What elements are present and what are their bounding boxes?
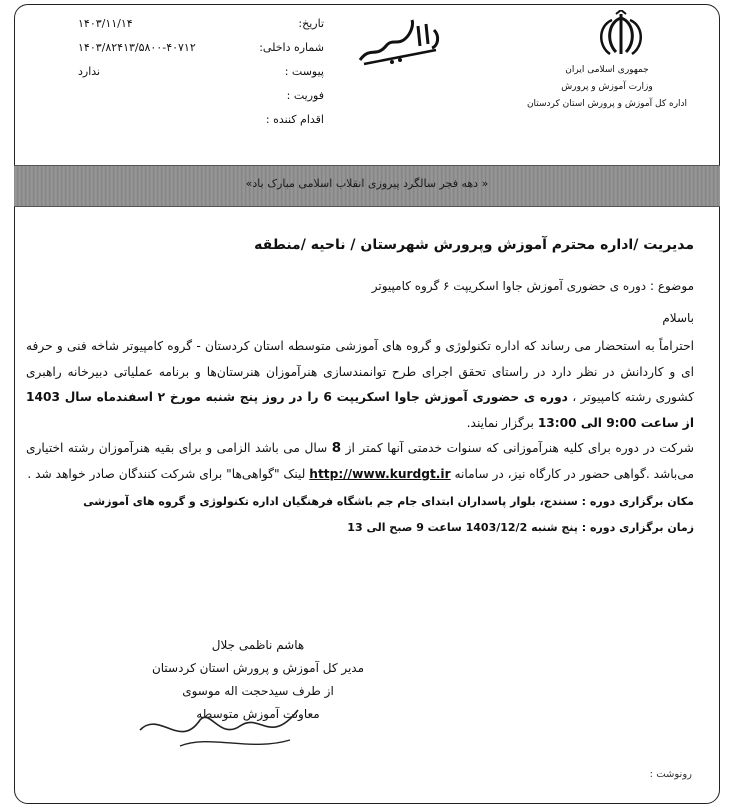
letterhead: [0, 0, 730, 160]
on-behalf: از طرف سیدحجت اله موسوی: [182, 684, 334, 698]
org-line: اداره کل آموزش و پرورش استان کردستان: [526, 99, 688, 109]
basmala-calligraphy: [340, 16, 450, 72]
iran-emblem-icon: [586, 10, 656, 60]
paragraph-2: [26, 436, 694, 487]
meta-label: اقدام کننده :: [265, 113, 324, 126]
p1-text: احتراماً به استحضار می رساند که اداره تکنولوژی و گروه های آموزشی متوسطه استان کردستان - گروه کامپیوتر شاخه فنی و حرفه ای و کاردانش در نظر دارد در راستای تحقق اجرای طرح توانمندسازی هنرآموزان هنرستان‌ها و برنامه عملیاتی دبیرخانه راهبری کشوری رشته کامپیوتر ،: [26, 339, 695, 404]
subject-line: موضوع : دوره ی حضوری آموزش جاوا اسکریپت ۶ گروه کامپیوتر: [371, 279, 694, 293]
meta-row-attachment: [78, 60, 324, 84]
meta-row-number: [78, 36, 324, 60]
p2-text-2: سال می باشد الزامی و برای بقیه هنرآموزان رشته اختیاری می‌باشد .گواهی حضور در کارگاه نیز، در سامانه: [26, 441, 694, 481]
meta-label: پیوست :: [284, 65, 324, 78]
org-line: جمهوری اسلامی ایران: [565, 65, 649, 75]
kurdgt-link[interactable]: http://www.kurdgt.ir: [309, 466, 451, 481]
p2-number: 8: [331, 440, 342, 456]
meta-value: ندارد: [78, 65, 101, 78]
signer-title: مدیر کل آموزش و پرورش استان کردستان: [151, 661, 365, 675]
addressee: مدیریت /اداره محترم آموزش وپرورش شهرستان / ناحیه /منطقه: [254, 237, 694, 253]
cc-label: رونوشت :: [649, 769, 692, 780]
meta-label: تاریخ:: [298, 17, 324, 30]
meta-label: شماره داخلی:: [259, 41, 324, 54]
meta-row-urgency: [78, 84, 324, 108]
meta-label: فوریت :: [286, 89, 324, 102]
p2-text-3: لینک "گواهی‌ها" برای شرکت کنندگان صادر خواهد شد .: [27, 466, 306, 481]
p1-course-text: دوره ی حضوری آموزش جاوا اسکریپت 6 را در روز پنج شنبه مورخ ۲ اسفندماه سال 1403 از ساعت 9:00 الی 13:00: [26, 390, 694, 430]
meta-value: ۱۴۰۳/۱۱/۱۴: [78, 17, 133, 30]
banner-text: « دهه فجر سالگرد پیروزی انقلاب اسلامی مبارک باد»: [245, 177, 489, 190]
schedule-line: زمان برگزاری دوره : پنج شنبه 1403/12/2 ساعت 9 صبح الی 13: [347, 521, 694, 534]
deputy-title: معاونت آموزش متوسطه: [196, 707, 320, 721]
greeting: باسلام: [662, 311, 694, 325]
slogan-banner: [14, 165, 720, 207]
meta-row-handler: [78, 108, 324, 132]
signer-name: هاشم ناظمی جلال: [211, 638, 305, 652]
org-line: وزارت آموزش و پرورش: [561, 82, 653, 92]
venue-line: مکان برگزاری دوره : سنندج، بلوار پاسداران ابتدای جام جم باشگاه فرهنگیان اداره تکنولوژی و گروه های آموزشی: [83, 495, 694, 508]
letter-meta: [78, 12, 324, 132]
paragraph-1: [26, 334, 694, 436]
letter-body: [26, 222, 694, 539]
handwritten-signature: [120, 690, 320, 770]
p2-text: شرکت در دوره برای کلیه هنرآموزانی که سنوات خدمتی آنها کمتر از: [345, 441, 694, 455]
meta-value: ۱۴۰۳/۸۲۴۱۳/۵۸۰۰-۴۰۷۱۲: [78, 41, 196, 54]
p1-end: برگزار نمایند.: [466, 415, 534, 430]
organization-name: [512, 62, 702, 113]
meta-row-date: [78, 12, 324, 36]
